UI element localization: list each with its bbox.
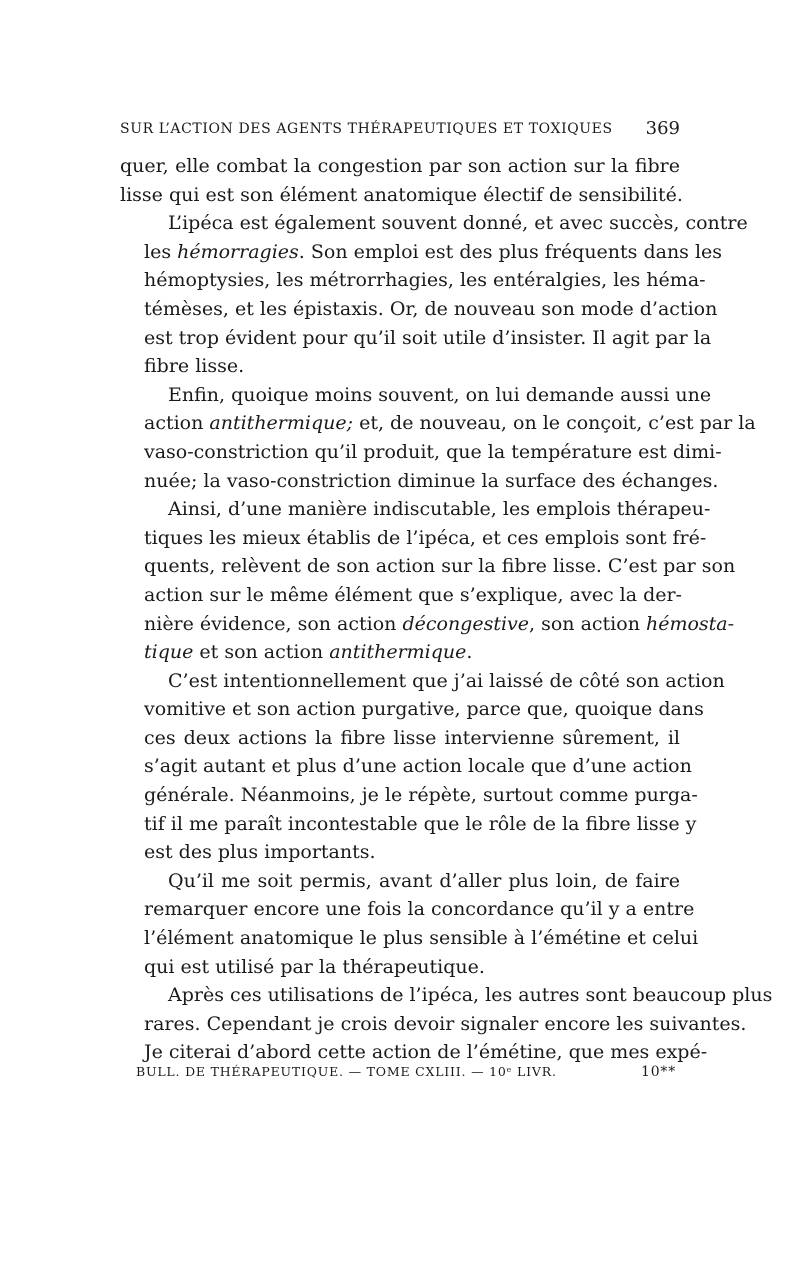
paragraph-7 — [120, 981, 773, 1067]
text-line: rares. Cependant je crois devoir signaler encore les suivantes. — [144, 1012, 747, 1035]
journal-reference: BULL. DE THÉRAPEUTIQUE. — TOME CXLIII. — 10ᵉ LIVR. — [136, 1064, 557, 1079]
text-line: s’agit autant et plus d’une action locale que d’une action — [144, 755, 692, 778]
text-line: vaso-constriction qu’il produit, que la température est dimi- — [144, 440, 722, 463]
text-line: qui est utilisé par la thérapeutique. — [144, 955, 485, 978]
emphasis: hémosta- — [645, 612, 735, 635]
text-line: est des plus importants. — [144, 841, 376, 864]
text-line: est trop évident pour qu’il soit utile d’insister. Il agit par la — [144, 326, 712, 349]
text-line: action sur le même élément que s’explique, avec la der- — [144, 583, 682, 606]
text-run: , son action — [529, 612, 646, 635]
text-line: tif il me paraît incontestable que le rôle de la fibre lisse y — [144, 812, 697, 835]
page-number: 369 — [645, 118, 680, 139]
body-text — [120, 152, 773, 1067]
text-line: fibre lisse. — [144, 355, 245, 378]
page-footer — [136, 1062, 676, 1082]
text-run: . — [466, 641, 473, 664]
text-line — [120, 409, 756, 438]
text-line: quents, relèvent de son action sur la fibre lisse. C’est par son — [144, 555, 736, 578]
signature-mark: 10** — [640, 1064, 676, 1080]
paragraph-3 — [120, 381, 756, 495]
text-line — [120, 238, 723, 267]
text-line: Ainsi, d’une manière indiscutable, les emplois thérapeu- — [168, 498, 711, 521]
text-line: Je citerai d’abord cette action de l’émétine, que mes expé- — [144, 1041, 708, 1064]
text-line: lisse qui est son élément anatomique électif de sensibilité. — [120, 183, 683, 206]
emphasis: décongestive — [402, 612, 530, 635]
text-line: hémoptysies, les métrorrhagies, les entéralgies, les héma- — [144, 269, 706, 292]
text-line: ces deux actions la fibre lisse intervienne sûrement, il — [144, 726, 680, 749]
paragraph-4 — [120, 495, 736, 667]
paragraph-5 — [120, 667, 725, 867]
text-run: et son action — [193, 641, 330, 664]
text-line: Qu’il me soit permis, avant d’aller plus loin, de faire — [168, 869, 680, 892]
paragraph-6 — [120, 867, 699, 981]
text-run: les — [144, 240, 178, 263]
text-line: quer, elle combat la congestion par son action sur la fibre — [120, 155, 680, 177]
emphasis: antithermique — [329, 641, 467, 664]
emphasis: tique — [144, 641, 194, 664]
text-line: C’est intentionnellement que j’ai laissé de côté son action — [168, 669, 725, 692]
text-line: nuée; la vaso-constriction diminue la surface des échanges. — [144, 469, 719, 492]
paragraph-2 — [120, 209, 748, 381]
text-line: témèses, et les épistaxis. Or, de nouveau son mode d’action — [144, 297, 718, 320]
text-line — [120, 610, 735, 639]
emphasis: hémorragies — [177, 240, 299, 263]
text-line: tiques les mieux établis de l’ipéca, et ces emplois sont fré- — [144, 526, 707, 549]
text-run: action — [144, 412, 210, 435]
text-line: générale. Néanmoins, je le répète, surtout comme purga- — [144, 784, 698, 807]
running-head — [120, 117, 680, 141]
running-title: SUR L’ACTION DES AGENTS THÉRAPEUTIQUES ET TOXIQUES — [120, 121, 613, 137]
text-run: nière évidence, son action — [144, 612, 403, 635]
text-line: l’élément anatomique le plus sensible à l’émétine et celui — [144, 927, 699, 950]
emphasis: antithermique; — [209, 412, 354, 435]
paragraph-1 — [120, 152, 683, 209]
text-line: remarquer encore une fois la concordance qu’il y a entre — [144, 898, 695, 921]
text-line: Enfin, quoique moins souvent, on lui demande aussi une — [168, 383, 712, 406]
text-line — [120, 638, 680, 667]
text-line: Après ces utilisations de l’ipéca, les autres sont beaucoup plus — [168, 984, 773, 1007]
text-run: et, de nouveau, on le conçoit, c’est par la — [353, 412, 756, 435]
text-line: L’ipéca est également souvent donné, et avec succès, contre — [168, 212, 748, 235]
text-line: vomitive et son action purgative, parce que, quoique dans — [144, 698, 704, 721]
text-run: . Son emploi est des plus fréquents dans les — [298, 240, 723, 263]
